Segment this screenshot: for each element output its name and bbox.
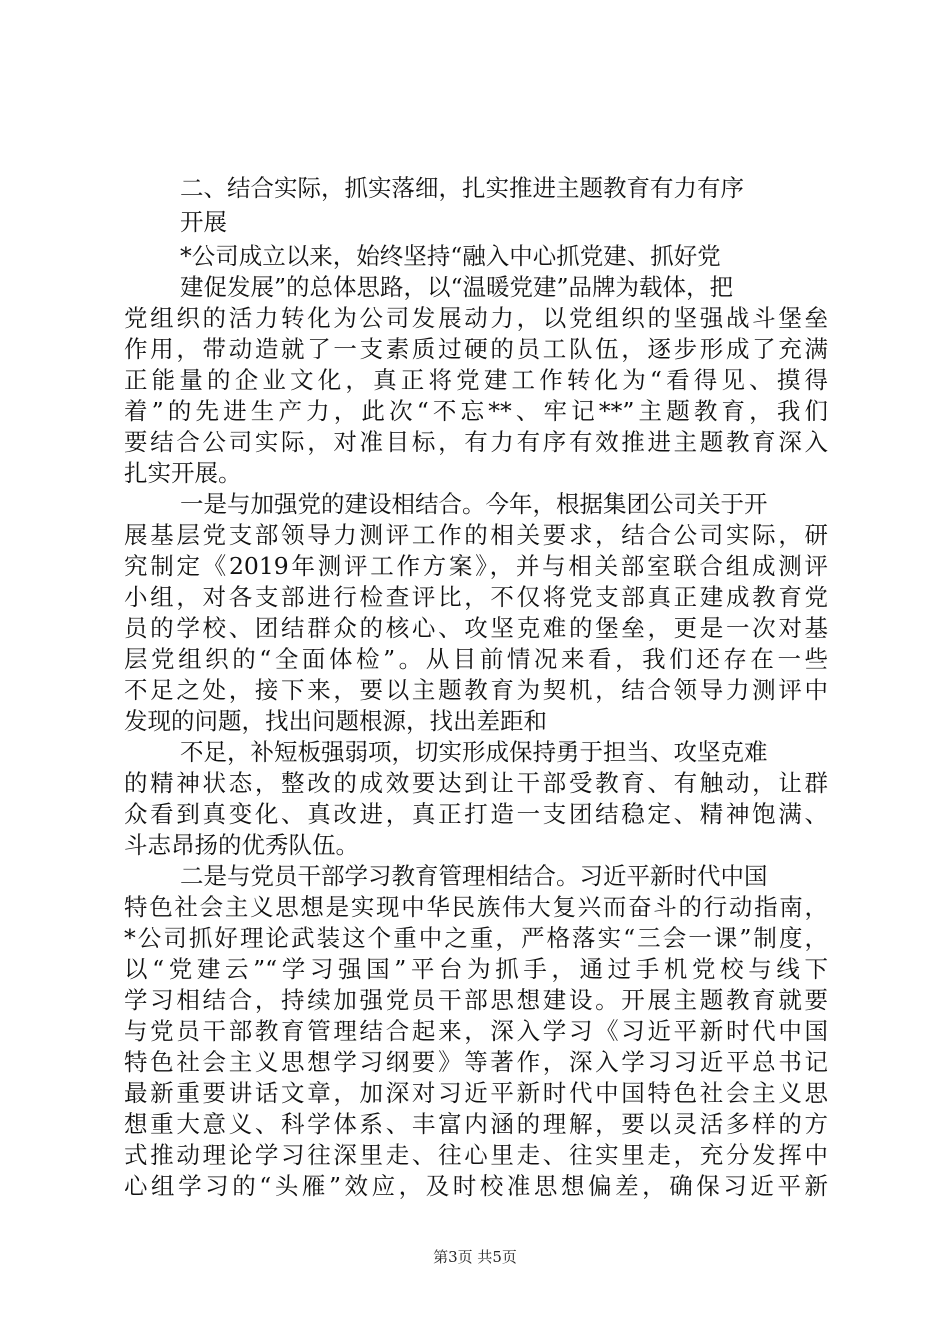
text-line: 发现的问题，找出问题根源，找出差距和 — [124, 707, 547, 735]
text-line: 要结合公司实际，对准目标，有力有序有效推进主题教育深入 — [124, 428, 828, 456]
text-line: 小组，对各支部进行检查评比，不仅将党支部真正建成教育党 — [124, 583, 828, 611]
text-line: 心组学习的“头雁”效应，及时校准思想偏差，确保习近平新 — [124, 1172, 828, 1200]
text-line: 学习相结合，持续加强党员干部思想建设。开展主题教育就要 — [124, 986, 828, 1014]
text-line: 的精神状态，整改的成效要达到让干部受教育、有触动，让群 — [124, 769, 828, 797]
text-line: 究制定《2019年测评工作方案》，并与相关部室联合组成测评 — [124, 552, 828, 580]
text-line: *公司成立以来，始终坚持“融入中心抓党建、抓好党 — [180, 242, 721, 270]
text-line: 开展 — [180, 208, 227, 236]
text-line: 建促发展”的总体思路，以“温暖党建”品牌为载体，把 — [180, 273, 734, 301]
text-line: 二是与党员干部学习教育管理相结合。习近平新时代中国 — [180, 862, 768, 890]
text-line: 特色社会主义思想学习纲要》等著作，深入学习习近平总书记 — [124, 1048, 828, 1076]
text-line: 想重大意义、科学体系、丰富内涵的理解，要以灵活多样的方 — [124, 1110, 828, 1138]
text-line: 以“党建云”“学习强国”平台为抓手，通过手机党校与线下 — [124, 955, 828, 983]
text-line: 员的学校、团结群众的核心、攻坚克难的堡垒，更是一次对基 — [124, 614, 828, 642]
text-line: 不足之处，接下来，要以主题教育为契机，结合领导力测评中 — [124, 676, 828, 704]
text-line: 层党组织的“全面体检”。从目前情况来看，我们还存在一些 — [124, 645, 828, 673]
text-line: 着”的先进生产力，此次“不忘**、牢记**”主题教育，我们 — [124, 397, 828, 425]
text-line: 一是与加强党的建设相结合。今年，根据集团公司关于开 — [180, 490, 768, 518]
text-line: 不足，补短板强弱项，切实形成保持勇于担当、攻坚克难 — [180, 738, 768, 766]
text-line: *公司抓好理论武装这个重中之重，严格落实“三会一课”制度， — [124, 924, 828, 952]
text-line: 党组织的活力转化为公司发展动力，以党组织的坚强战斗堡垒 — [124, 304, 828, 332]
text-line: 特色社会主义思想是实现中华民族伟大复兴而奋斗的行动指南， — [124, 893, 828, 921]
text-line: 最新重要讲话文章，加深对习近平新时代中国特色社会主义思 — [124, 1079, 828, 1107]
text-line: 作用，带动造就了一支素质过硬的员工队伍，逐步形成了充满 — [124, 335, 828, 363]
text-line: 正能量的企业文化，真正将党建工作转化为“看得见、摸得 — [124, 366, 828, 394]
text-line: 展基层党支部领导力测评工作的相关要求，结合公司实际，研 — [124, 521, 828, 549]
page-number: 第3页 共5页 — [433, 1248, 517, 1266]
text-line: 扎实开展。 — [124, 459, 242, 487]
text-line: 斗志昂扬的优秀队伍。 — [124, 831, 359, 859]
text-line: 二、结合实际，抓实落细，扎实推进主题教育有力有序 — [180, 174, 744, 202]
text-line: 式推动理论学习往深里走、往心里走、往实里走，充分发挥中 — [124, 1141, 828, 1169]
text-line: 众看到真变化、真改进，真正打造一支团结稳定、精神饱满、 — [124, 800, 828, 828]
text-line: 与党员干部教育管理结合起来，深入学习《习近平新时代中国 — [124, 1017, 828, 1045]
